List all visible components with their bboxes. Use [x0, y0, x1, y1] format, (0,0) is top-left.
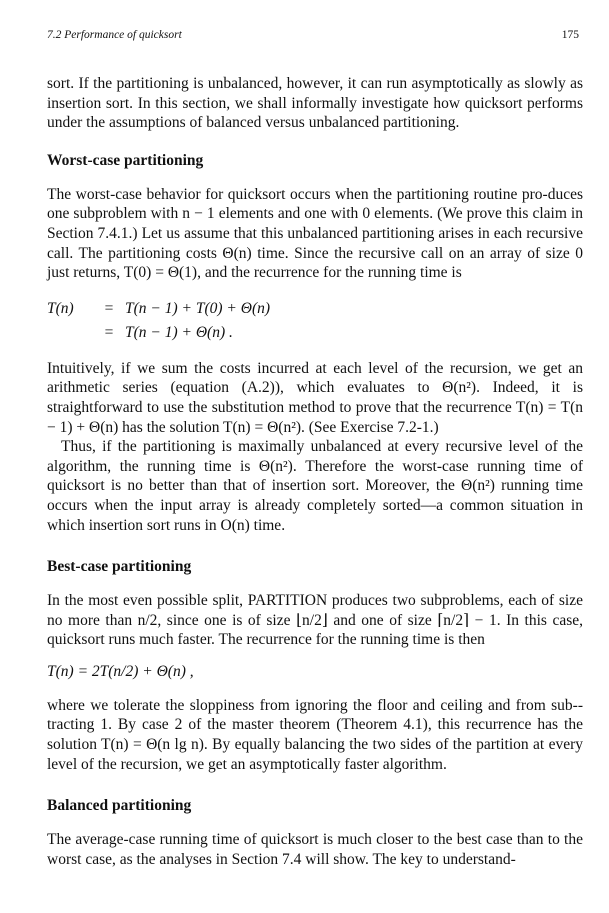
- equation-lhs-empty: [47, 321, 93, 345]
- worst-case-paragraph-1: The worst-case behavior for quicksort occurs when the partitioning routine pro-duces one subproblem with n − 1 elements and one with 0 elements. (We prove this claim in Section 7.4.1.) Let us assume that this unbalanced partitioning arises in each recursive call. The partitioning costs Θ(n) time. Since the recursive call on an array of size 0 just returns, T(0) = Θ(1), and the recurrence for the running time is: [47, 185, 583, 282]
- page-body: [47, 74, 583, 869]
- worst-case-paragraph-2: Intuitively, if we sum the costs incurred at each level of the recursion, we get an arithmetic series (equation (A.2)), which evaluates to Θ(n²). Indeed, it is straightforward to use the substitution method to prove that the recurrence T(n) = T(n − 1) + Θ(n) has the solution T(n) = Θ(n²). (See Exercise 7.2-1.): [47, 359, 583, 436]
- equation-line-2: [47, 321, 270, 345]
- best-case-recurrence: T(n) = 2T(n/2) + Θ(n) ,: [47, 662, 194, 680]
- section-heading-balanced: Balanced partitioning: [47, 797, 192, 815]
- worst-case-recurrence: [47, 297, 270, 345]
- equation-relation: =: [104, 323, 114, 341]
- best-case-paragraph-2: where we tolerate the sloppiness from ignoring the floor and ceiling and from sub-tracting 1. By case 2 of the master theorem (Theorem 4.1), this recurrence has the solution T(n) = Θ(n lg n). By equally balancing the two sides of the partition at every level of the recursion, we get an asymptotically faster algorithm.: [47, 696, 583, 773]
- equation-rhs: T(n − 1) + Θ(n) .: [125, 323, 233, 341]
- page-number: 175: [561, 29, 579, 41]
- equation-relation: =: [104, 299, 114, 317]
- equation-lhs: T(n): [47, 299, 74, 317]
- equation-line-1: [47, 297, 270, 321]
- equation-rhs: T(n − 1) + T(0) + Θ(n): [125, 299, 271, 317]
- intro-paragraph: sort. If the partitioning is unbalanced, however, it can run asymptotically as slowly as insertion sort. In this section, we shall informally investigate how quicksort performs under the assumptions of balanced versus unbalanced partitioning.: [47, 75, 583, 132]
- worst-case-paragraph-3: Thus, if the partitioning is maximally unbalanced at every recursive level of the algorithm, the running time is Θ(n²). Therefore the worst-case running time of quicksort is no better than that of insertion sort. Moreover, the Θ(n²) running time occurs when the input array is already completely sorted—a common situation in which insertion sort runs in O(n) time.: [47, 438, 583, 534]
- running-head: [47, 28, 579, 42]
- section-heading-best-case: Best-case partitioning: [47, 558, 192, 576]
- running-head-section: 7.2 Performance of quicksort: [47, 29, 182, 41]
- balanced-paragraph-1: The average-case running time of quicksort is much closer to the best case than to the worst case, as the analyses in Section 7.4 will show. The key to understand-: [47, 831, 583, 868]
- best-case-paragraph-1: In the most even possible split, PARTITION produces two subproblems, each of size no more than n/2, since one is of size ⌊n/2⌋ and one of size ⌈n/2⌉ − 1. In this case, quicksort runs much faster. The recurrence for the running time is then: [47, 592, 583, 649]
- section-heading-worst-case: Worst-case partitioning: [47, 151, 204, 169]
